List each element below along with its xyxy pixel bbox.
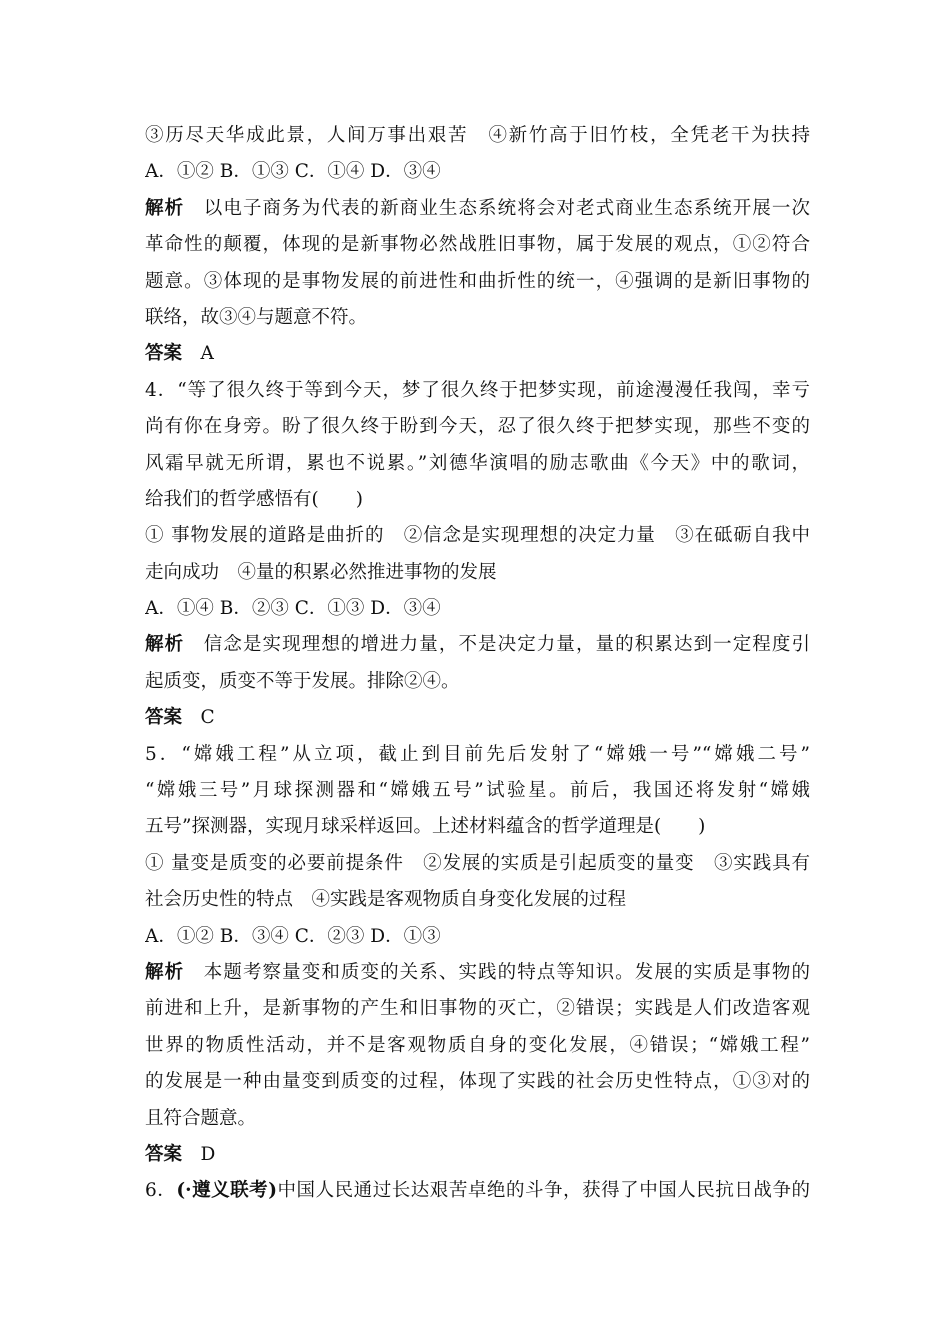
question-line: 5．“嫦娥工程”从立项，截止到目前先后发射了“嫦娥一号”“嫦娥二号” xyxy=(145,743,810,765)
text-line: 联络，故③④与题意不符。 xyxy=(145,306,368,328)
analysis-line: 解析 信念是实现理想的增进力量，不是决定力量，量的积累达到一定程度引 xyxy=(145,634,810,656)
text-line: ③历尽天华成此景，人间万事出艰苦 ④新竹高于旧竹枝，全凭老干为扶持 xyxy=(145,125,810,146)
text-line: 起质变，质变不等于发展。排除②④。 xyxy=(145,670,460,692)
source-note: (·遵义联考) xyxy=(176,1180,277,1202)
answer-options: A．①② B．③④ C．②③ D．①③ xyxy=(145,925,441,947)
question-line: 4．“等了很久终于等到今天，梦了很久终于把梦实现，前途漫漫任我闯，幸亏 xyxy=(145,379,810,401)
answer-options: A．①④ B．②③ C．①③ D．③④ xyxy=(145,598,441,620)
answer-options: A．①② B．①③ C．①④ D．③④ xyxy=(145,161,441,183)
text-line: “嫦娥三号”月球探测器和“嫦娥五号”试验星。前后，我国还将发射“嫦娥 xyxy=(145,780,810,802)
answer-line: 答案 C xyxy=(145,707,215,729)
text-line: 的发展是一种由量变到质变的过程，体现了实践的社会历史性特点，①③对的 xyxy=(145,1071,810,1093)
text-line: 风霜早就无所谓，累也不说累。”刘德华演唱的励志歌曲《今天》中的歌词， xyxy=(145,452,810,474)
text-line: 题意。③体现的是事物发展的前进性和曲折性的统一，④强调的是新旧事物的 xyxy=(145,270,810,292)
document-body xyxy=(145,118,810,1210)
text-line: 前进和上升，是新事物的产生和旧事物的灭亡，②错误；实践是人们改造客观 xyxy=(145,998,810,1020)
answer-label: 答案 xyxy=(145,343,183,365)
analysis-line: 解析 以电子商务为代表的新商业生态系统将会对老式商业生态系统开展一次 xyxy=(145,197,810,219)
text-line: 且符合题意。 xyxy=(145,1107,257,1129)
text-line: ① 事物发展的道路是曲折的 ②信念是实现理想的决定力量 ③在砥砺自我中 xyxy=(145,525,810,547)
text-line: 革命性的颠覆，体现的是新事物必然战胜旧事物，属于发展的观点，①②符合 xyxy=(145,234,810,256)
answer-line: 答案 D xyxy=(145,1143,216,1165)
text-line: 尚有你在身旁。盼了很久终于盼到今天，忍了很久终于把梦实现，那些不变的 xyxy=(145,416,810,438)
answer-line: 答案 A xyxy=(145,343,214,365)
text-line: 社会历史性的特点 ④实践是客观物质自身变化发展的过程 xyxy=(145,889,627,911)
answer-label: 答案 xyxy=(145,1143,183,1165)
text-line: ① 量变是质变的必要前提条件 ②发展的实质是引起质变的量变 ③实践具有 xyxy=(145,852,810,874)
text-line: 世界的物质性活动，并不是客观物质自身的变化发展，④错误；“嫦娥工程” xyxy=(145,1034,810,1056)
analysis-label: 解析 xyxy=(145,197,185,219)
analysis-label: 解析 xyxy=(145,961,185,983)
text-line: 给我们的哲学感悟有( ) xyxy=(145,488,363,510)
analysis-line: 解析 本题考察量变和质变的关系、实践的特点等知识。发展的实质是事物的 xyxy=(145,961,810,983)
question-line: 6．(·遵义联考)中国人民通过长达艰苦卓绝的斗争，获得了中国人民抗日战争的 xyxy=(145,1180,810,1202)
analysis-label: 解析 xyxy=(145,634,185,656)
text-line: 五号”探测器，实现月球采样返回。上述材料蕴含的哲学道理是( ) xyxy=(145,816,706,838)
text-line: 走向成功 ④量的积累必然推进事物的发展 xyxy=(145,561,497,583)
answer-label: 答案 xyxy=(145,707,183,729)
